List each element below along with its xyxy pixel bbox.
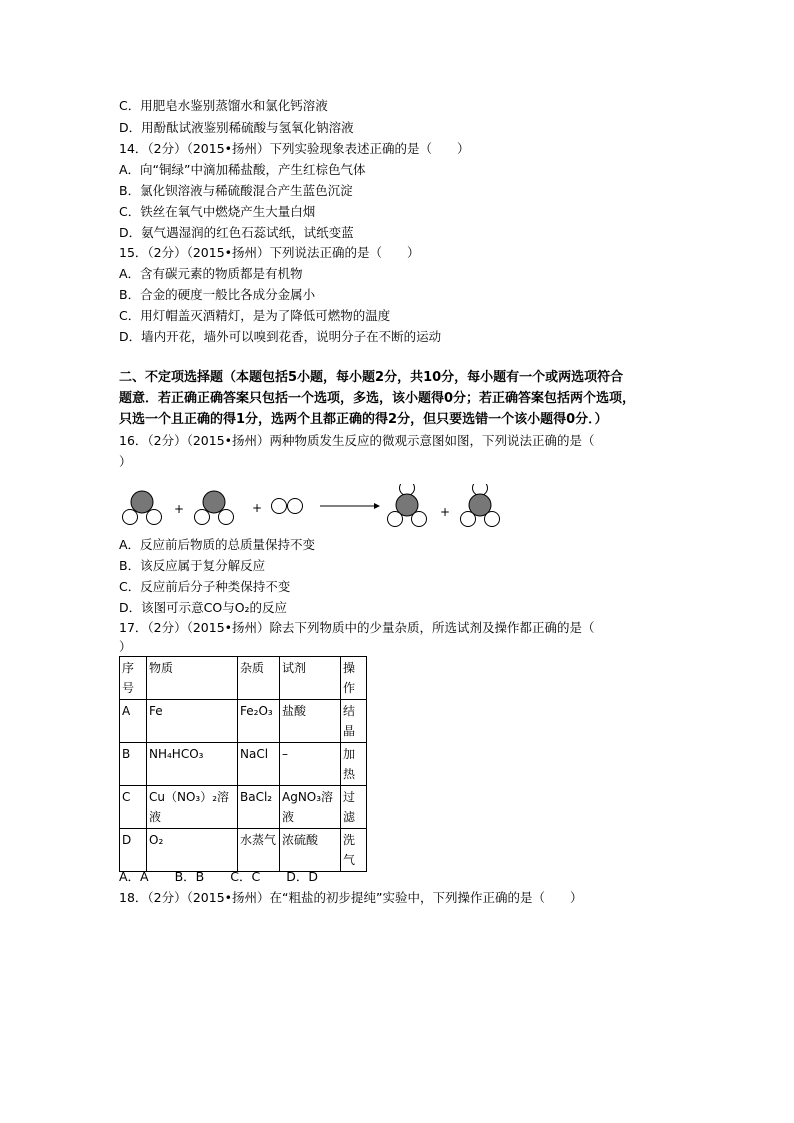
q16-option-b: B．该反应属于复分解反应	[119, 558, 266, 573]
table-cell: Cu（NO₃）₂溶液	[147, 786, 238, 829]
q16-stem-line2: ）	[119, 454, 132, 469]
table-row	[120, 829, 367, 872]
plus-sign-3: +	[440, 505, 451, 519]
table-cell: 洗气	[341, 829, 367, 872]
q16-option-c: C．反应前后分子种类保持不变	[119, 579, 291, 594]
plus-sign-2: +	[252, 501, 263, 515]
q15-option-c: C．用灯帽盖灭酒精灯，是为了降低可燃物的温度	[119, 308, 391, 323]
table-cell: –	[280, 743, 341, 786]
table-cell: O₂	[147, 829, 238, 872]
plus-sign-1: +	[174, 502, 185, 516]
q17-answer-a: A．A	[119, 869, 149, 884]
q13-option-d: D．用酚酞试液鉴别稀硫酸与氢氧化钠溶液	[119, 120, 354, 135]
q17-answer-options	[119, 868, 340, 886]
product-molecule-1	[388, 484, 427, 527]
section2-heading-line1: 二、不定项选择题（本题包括5小题，每小题2分，共10分，每小题有一个或两选项符合	[119, 370, 624, 385]
q14-option-a: A．向“铜绿”中滴加稀盐酸，产生红棕色气体	[119, 162, 366, 177]
table-cell: Fe₂O₃	[238, 700, 280, 743]
table-cell: C	[120, 786, 147, 829]
reactant-molecule-1	[123, 491, 162, 525]
q17-answer-d: D．D	[286, 869, 318, 884]
q18-stem: 18．（2分）（2015•扬州）在“粗盐的初步提纯”实验中，下列操作正确的是（ ）	[119, 890, 583, 905]
table-header-row	[120, 657, 367, 700]
table-cell: 物质	[147, 657, 238, 700]
table-row	[120, 786, 367, 829]
q14-option-d: D．氨气遇湿润的红色石蕊试纸，试纸变蓝	[119, 225, 354, 240]
q15-stem: 15．（2分）（2015•扬州）下列说法正确的是（ ）	[119, 245, 420, 260]
q14-option-c: C．铁丝在氧气中燃烧产生大量白烟	[119, 204, 316, 219]
table-cell: B	[120, 743, 147, 786]
product-molecule-2	[461, 484, 500, 527]
impurity-table	[119, 656, 367, 872]
table-cell: A	[120, 700, 147, 743]
table-cell: 盐酸	[280, 700, 341, 743]
table-cell: NaCl	[238, 743, 280, 786]
q14-stem: 14．（2分）（2015•扬州）下列实验现象表述正确的是（ ）	[119, 141, 470, 156]
table-cell: 结晶	[341, 700, 367, 743]
table-cell: 试剂	[280, 657, 341, 700]
reactant-molecule-2	[195, 491, 234, 525]
table-cell: 加热	[341, 743, 367, 786]
q16-option-d: D．该图可示意CO与O₂的反应	[119, 600, 288, 615]
table-cell: 浓硫酸	[280, 829, 341, 872]
section2-heading-line3: 只选一个且正确的得1分，选两个且都正确的得2分，但只要选错一个该小题得0分．）	[119, 412, 608, 427]
table-cell: BaCl₂	[238, 786, 280, 829]
table-cell: AgNO₃溶液	[280, 786, 341, 829]
q13-option-c: C．用肥皂水鉴别蒸馏水和氯化钙溶液	[119, 98, 328, 113]
q17-stem-line2: ）	[119, 639, 132, 654]
q14-option-b: B．氯化钡溶液与稀硫酸混合产生蓝色沉淀	[119, 183, 353, 198]
table-cell: 过滤	[341, 786, 367, 829]
table-row	[120, 743, 367, 786]
q15-option-d: D．墙内开花，墙外可以嗅到花香，说明分子在不断的运动	[119, 329, 442, 344]
q16-stem-line1: 16．（2分）（2015•扬州）两种物质发生反应的微观示意图如图，下列说法正确的是（	[119, 433, 595, 448]
table-cell: 序号	[120, 657, 147, 700]
q17-stem-line1: 17．（2分）（2015•扬州）除去下列物质中的少量杂质，所选试剂及操作都正确的是（	[119, 620, 595, 635]
table-cell: NH₄HCO₃	[147, 743, 238, 786]
q15-option-b: B．合金的硬度一般比各成分金属小	[119, 287, 316, 302]
q15-option-a: A．含有碳元素的物质都是有机物	[119, 266, 303, 281]
reactant-molecule-3	[272, 499, 303, 514]
q17-answer-b: B．B	[174, 869, 205, 884]
reaction-diagram	[112, 484, 512, 534]
table-cell: D	[120, 829, 147, 872]
table-cell: 操作	[341, 657, 367, 700]
table-row	[120, 700, 367, 743]
q16-option-a: A．反应前后物质的总质量保持不变	[119, 537, 316, 552]
reaction-arrow-icon	[320, 503, 380, 509]
table-cell: Fe	[147, 700, 238, 743]
table-cell: 杂质	[238, 657, 280, 700]
section2-heading-line2: 题意．若正确正确答案只包括一个选项，多选，该小题得0分；若正确答案包括两个选项，	[119, 391, 636, 406]
table-cell: 水蒸气	[238, 829, 280, 872]
q17-answer-c: C．C	[230, 869, 261, 884]
